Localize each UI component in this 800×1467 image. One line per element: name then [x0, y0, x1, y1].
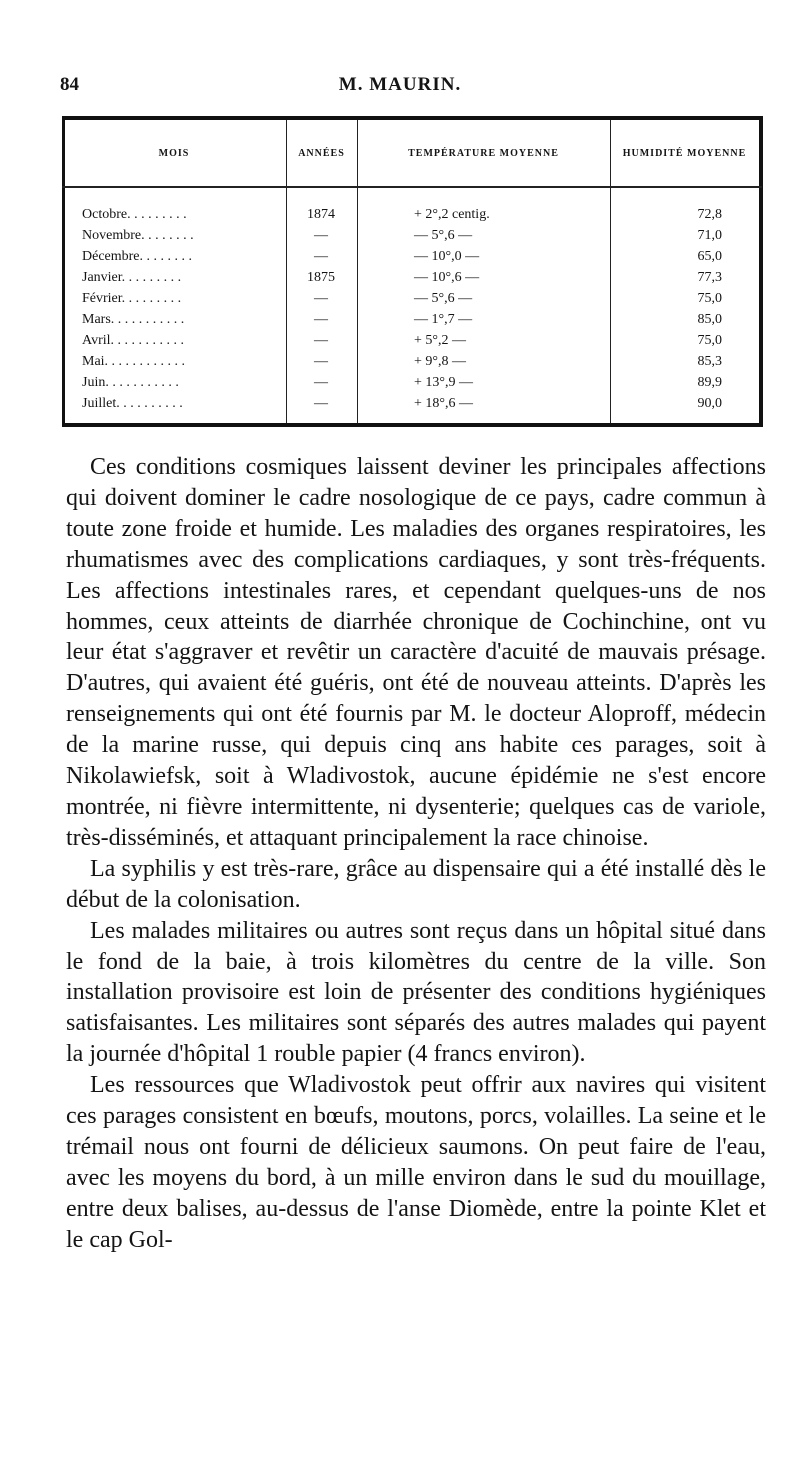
cell-month: Juin. . . . . . . . . . .	[82, 375, 179, 390]
cell-temperature: + 13°,9 —	[414, 375, 473, 390]
table-row	[62, 204, 762, 225]
cell-temperature: — 5°,6 —	[414, 228, 473, 243]
header-year: ANNÉES	[298, 148, 345, 159]
page-header	[0, 74, 800, 100]
table-row	[62, 351, 762, 372]
cell-month: Février. . . . . . . . .	[82, 291, 182, 306]
cell-humidity: 72,8	[697, 207, 722, 222]
header-month: MOIS	[158, 148, 190, 159]
table-row	[62, 330, 762, 351]
cell-temperature: — 1°,7 —	[414, 312, 473, 327]
climate-table	[62, 116, 763, 427]
cell-month: Mai. . . . . . . . . . . .	[82, 354, 186, 369]
cell-year: —	[314, 249, 328, 264]
cell-humidity: 75,0	[697, 333, 722, 348]
table-header-rule	[62, 186, 762, 188]
cell-temperature: + 9°,8 —	[414, 354, 466, 369]
table-border-top	[62, 116, 762, 120]
cell-temperature: — 5°,6 —	[414, 291, 473, 306]
cell-humidity: 65,0	[697, 249, 722, 264]
cell-humidity: 85,3	[697, 354, 722, 369]
cell-month: Juillet. . . . . . . . . .	[82, 396, 183, 411]
cell-year: —	[314, 375, 328, 390]
cell-month: Mars. . . . . . . . . . .	[82, 312, 185, 327]
cell-temperature: + 2°,2 centig.	[414, 207, 490, 222]
paragraph: Ces conditions cosmiques laissent deviner les principales affections qui doivent dominer le cadre nosologique de ce pays, cadre commun à toute zone froide et humide. Les maladies des organes respiratoires, les rhumatismes avec des complications cardiaques, y sont très-fréquents. Les affections intestinales rares, et cependant quelques-uns de nos hommes, ceux atteints de diarrhée chronique de Cochinchine, ont vu leur état s'aggraver et revêtir un caractère d'acuité de mauvais présage. D'autres, qui avaient été guéris, ont été de nouveau atteints. D'après les renseignements qui ont été fournis par M. le docteur Aloproff, médecin de la marine russe, qui depuis cinq ans habite ces parages, soit à Nikolawiefsk, soit à Wladivostok, aucune épidémie ne s'est encore montrée, ni fièvre intermittente, ni dysenterie; quelques cas de variole, très-disséminés, et attaquant principalement la race chinoise.	[66, 454, 766, 851]
table-row	[62, 288, 762, 309]
cell-temperature: — 10°,0 —	[414, 249, 480, 264]
cell-humidity: 90,0	[697, 396, 722, 411]
cell-year: 1875	[307, 270, 335, 285]
cell-year: —	[314, 396, 328, 411]
running-head: M. MAURIN.	[338, 74, 462, 95]
page-number: 84	[60, 74, 79, 95]
cell-year: —	[314, 291, 328, 306]
cell-month: Octobre. . . . . . . . .	[82, 207, 187, 222]
cell-year: —	[314, 333, 328, 348]
cell-humidity: 85,0	[697, 312, 722, 327]
table-border-bottom	[62, 423, 762, 427]
header-humidity: HUMIDITÉ MOYENNE	[622, 148, 747, 159]
cell-humidity: 75,0	[697, 291, 722, 306]
cell-humidity: 77,3	[697, 270, 722, 285]
cell-month: Novembre. . . . . . . .	[82, 228, 194, 243]
cell-month: Avril. . . . . . . . . . .	[82, 333, 185, 348]
paragraph: La syphilis y est très-rare, grâce au dispensaire qui a été installé dès le début de la colonisation.	[66, 855, 766, 913]
cell-temperature: — 10°,6 —	[414, 270, 480, 285]
header-temperature: TEMPÉRATURE MOYENNE	[408, 148, 559, 159]
cell-year: 1874	[307, 207, 335, 222]
cell-month: Décembre. . . . . . . .	[82, 249, 193, 264]
paragraph: Les ressources que Wladivostok peut offrir aux navires qui visitent ces parages consistent en bœufs, moutons, porcs, volailles. La seine et le trémail nous ont fourni de délicieux saumons. On peut faire de l'eau, avec les moyens du bord, à un mille environ dans le sud du mouillage, entre deux balises, au-dessus de l'anse Diomède, entre la pointe Klet et le cap Gol-	[66, 1072, 766, 1253]
cell-year: —	[314, 228, 328, 243]
table-row	[62, 225, 762, 246]
table-row	[62, 246, 762, 267]
cell-year: —	[314, 354, 328, 369]
cell-humidity: 89,9	[697, 375, 722, 390]
table-row	[62, 309, 762, 330]
table-row	[62, 267, 762, 288]
table-row	[62, 393, 762, 414]
cell-year: —	[314, 312, 328, 327]
cell-temperature: + 18°,6 —	[414, 396, 473, 411]
cell-month: Janvier. . . . . . . . .	[82, 270, 182, 285]
cell-humidity: 71,0	[697, 228, 722, 243]
paragraph: Les malades militaires ou autres sont reçus dans un hôpital situé dans le fond de la baie, à trois kilomètres du centre de la ville. Son installation provisoire est loin de présenter des conditions hygiéniques satisfaisantes. Les militaires sont séparés des autres malades qui payent la journée d'hôpital 1 rouble papier (4 francs environ).	[66, 917, 766, 1068]
body-text	[66, 452, 766, 1256]
cell-temperature: + 5°,2 —	[414, 333, 466, 348]
table-row	[62, 372, 762, 393]
